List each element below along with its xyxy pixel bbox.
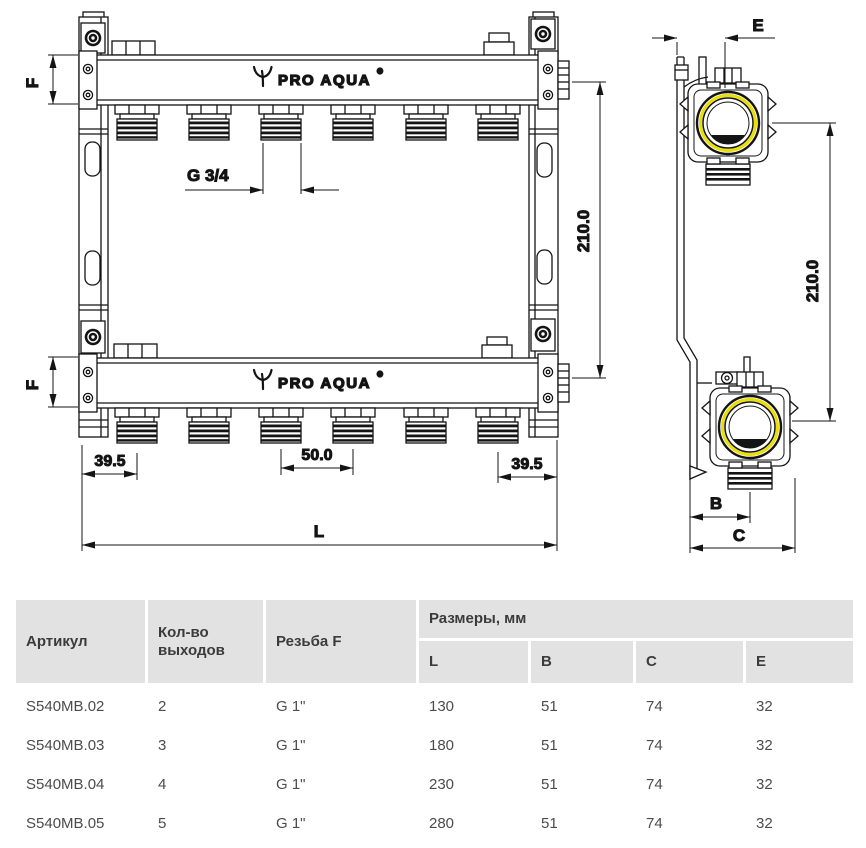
cell-l: 280 bbox=[429, 815, 455, 832]
cell-thread: G 1" bbox=[276, 776, 306, 793]
dim-length-label: L bbox=[313, 522, 325, 541]
table-row bbox=[16, 804, 853, 843]
dim-f-top-label: F bbox=[23, 77, 42, 89]
cell-thread: G 1" bbox=[276, 815, 306, 832]
cell-article: S540MB.03 bbox=[26, 737, 105, 754]
header-article: Артикул bbox=[16, 600, 145, 683]
cell-e: 32 bbox=[756, 776, 773, 793]
cell-l: 130 bbox=[429, 698, 455, 715]
spec-table-body bbox=[16, 687, 853, 843]
dim-height-side-label: 210.0 bbox=[803, 259, 822, 303]
cell-outlets: 2 bbox=[158, 698, 167, 715]
cell-thread: G 1" bbox=[276, 698, 306, 715]
header-thread: Резьба F bbox=[266, 600, 416, 683]
manifold-bar-bottom bbox=[79, 337, 569, 412]
registered-mark: ® bbox=[377, 370, 383, 379]
registered-mark: ® bbox=[377, 67, 383, 76]
cell-l: 180 bbox=[429, 737, 455, 754]
pipe-clamp-bottom bbox=[702, 372, 798, 489]
cell-outlets: 5 bbox=[158, 815, 167, 832]
cell-e: 32 bbox=[756, 815, 773, 832]
header-size-e: E bbox=[746, 641, 853, 683]
spec-table bbox=[16, 600, 853, 843]
cell-outlets: 3 bbox=[158, 737, 167, 754]
cell-article: S540MB.05 bbox=[26, 815, 105, 832]
cell-c: 74 bbox=[646, 815, 663, 832]
cell-c: 74 bbox=[646, 698, 663, 715]
dim-offset-right-label: 39.5 bbox=[511, 456, 543, 473]
cell-e: 32 bbox=[756, 698, 773, 715]
cell-e: 32 bbox=[756, 737, 773, 754]
dim-spacing-label: 50.0 bbox=[301, 447, 333, 464]
cell-b: 51 bbox=[541, 737, 558, 754]
front-view bbox=[79, 12, 569, 443]
header-size-b: B bbox=[531, 641, 633, 683]
spec-table-header bbox=[16, 600, 853, 683]
cell-thread: G 1" bbox=[276, 737, 306, 754]
table-row bbox=[16, 726, 853, 765]
header-size-c: C bbox=[636, 641, 743, 683]
table-row bbox=[16, 765, 853, 804]
dim-f-bottom-label: F bbox=[23, 379, 42, 391]
dim-b-label: B bbox=[709, 494, 723, 513]
cell-l: 230 bbox=[429, 776, 455, 793]
cell-c: 74 bbox=[646, 737, 663, 754]
header-size-l: L bbox=[419, 641, 528, 683]
brand-text: PRO AQUA bbox=[278, 375, 372, 392]
dim-outlet-thread-label: G 3/4 bbox=[187, 166, 229, 185]
cell-b: 51 bbox=[541, 776, 558, 793]
header-sizes-group: Размеры, мм bbox=[419, 600, 853, 638]
brand-text: PRO AQUA bbox=[278, 72, 372, 89]
pipe-clamp-top bbox=[680, 68, 776, 185]
cell-b: 51 bbox=[541, 698, 558, 715]
dim-height-front-label: 210.0 bbox=[574, 209, 593, 253]
dim-e-label: E bbox=[752, 16, 764, 35]
cell-outlets: 4 bbox=[158, 776, 167, 793]
cell-article: S540MB.02 bbox=[26, 698, 105, 715]
header-outlets: Кол-во выходов bbox=[148, 600, 263, 683]
cell-c: 74 bbox=[646, 776, 663, 793]
dim-c-label: C bbox=[732, 526, 746, 545]
outlets-bottom bbox=[115, 408, 520, 443]
side-view bbox=[675, 57, 798, 489]
outlets-top bbox=[115, 105, 520, 140]
cell-b: 51 bbox=[541, 815, 558, 832]
cell-article: S540MB.04 bbox=[26, 776, 105, 793]
dim-offset-left-label: 39.5 bbox=[94, 453, 126, 470]
manifold-bar-top bbox=[79, 33, 569, 109]
table-row bbox=[16, 687, 853, 726]
